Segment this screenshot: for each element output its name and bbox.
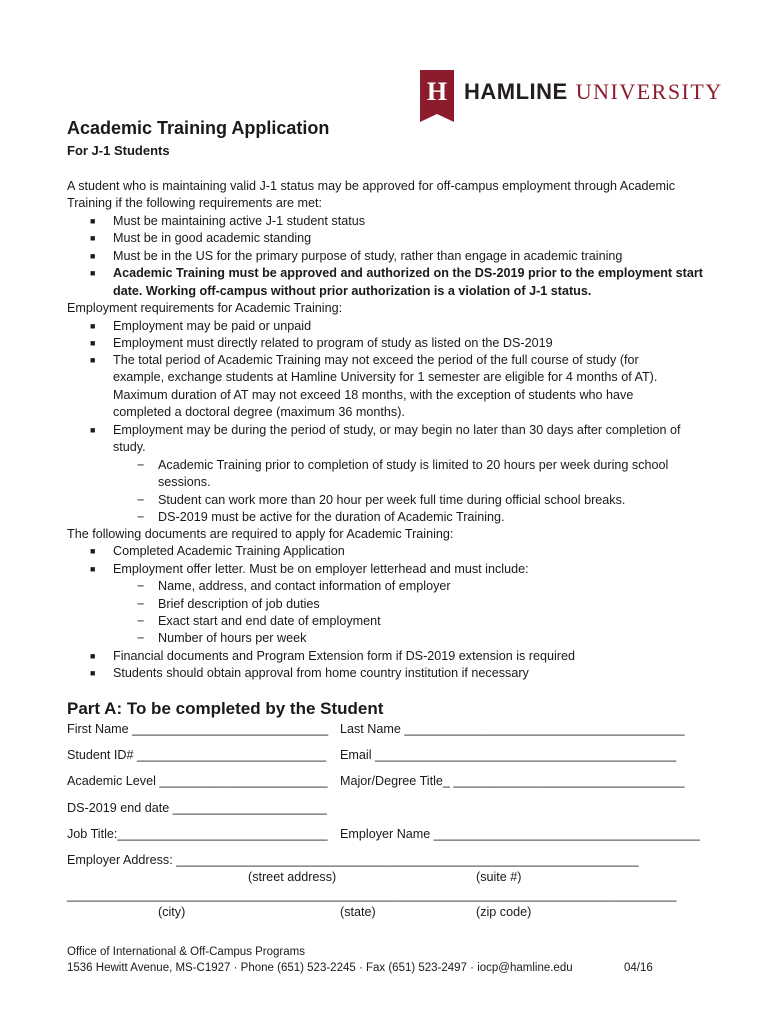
part-a-heading: Part A: To be completed by the Student <box>67 699 384 718</box>
document-item: Completed Academic Training Application <box>113 544 345 558</box>
document-subitem: Number of hours per week <box>158 631 307 645</box>
bullet-icon: ■ <box>90 651 96 661</box>
requirement-item-bold: Academic Training must be approved and authorized on the DS-2019 prior to the employment start <box>113 266 703 280</box>
bullet-icon: ■ <box>90 338 96 348</box>
requirement-item: Must be in good academic standing <box>113 231 312 245</box>
employment-item-cont: Maximum duration of AT may not exceed 18 months, with the exception of students who have <box>113 388 634 402</box>
suite-caption: (suite #) <box>476 870 522 884</box>
footer-date: 04/16 <box>624 962 653 974</box>
employment-item: The total period of Academic Training may not exceed the period of the full course of study (for <box>113 353 639 367</box>
bullet-icon: ■ <box>90 216 96 226</box>
employment-heading: Employment requirements for Academic Training: <box>67 301 343 315</box>
academic-level-field[interactable]: Academic Level ________________________ <box>67 774 328 788</box>
intro-line-1: A student who is maintaining valid J-1 status may be approved for off-campus employment through Academic <box>67 179 676 193</box>
documents-heading: The following documents are required to apply for Academic Training: <box>67 527 454 541</box>
dash-icon: − <box>137 510 145 524</box>
logo-letter: H <box>426 77 448 106</box>
employment-item: Employment may be during the period of study, or may begin no later than 30 days after completion of <box>113 423 681 437</box>
zip-caption: (zip code) <box>476 905 532 919</box>
requirement-item: Must be maintaining active J-1 student status <box>113 214 366 228</box>
footer-contact: 1536 Hewitt Avenue, MS-C1927 · Phone (651) 523-2245 · Fax (651) 523-2497 · iocp@hamline.edu <box>67 962 573 974</box>
document-subitem: Brief description of job duties <box>158 597 320 611</box>
city-caption: (city) <box>158 905 186 919</box>
email-field[interactable]: Email ___________________________________________ <box>340 748 677 762</box>
employment-item: Employment must directly related to program of study as listed on the DS-2019 <box>113 336 553 350</box>
bullet-icon: ■ <box>90 355 96 365</box>
bullet-icon: ■ <box>90 564 96 574</box>
logo-word-university: UNIVERSITY <box>575 79 723 104</box>
page-title: Academic Training Application <box>67 118 330 138</box>
dash-icon: − <box>137 614 145 628</box>
bullet-icon: ■ <box>90 321 96 331</box>
requirement-item: Must be in the US for the primary purpose of study, rather than engage in academic training <box>113 249 623 263</box>
employment-item-cont: study. <box>113 440 146 454</box>
job-title-field[interactable]: Job Title:______________________________ <box>67 827 328 841</box>
logo-word-hamline: HAMLINE <box>464 79 568 104</box>
document-item: Financial documents and Program Extension form if DS-2019 extension is required <box>113 649 576 663</box>
dash-icon: − <box>137 631 145 645</box>
dash-icon: − <box>137 458 145 472</box>
document-subitem: Exact start and end date of employment <box>158 614 381 628</box>
bullet-icon: ■ <box>90 251 96 261</box>
employment-subitem: Academic Training prior to completion of study is limited to 20 hours per week during school <box>158 458 669 472</box>
page-subtitle: For J-1 Students <box>67 143 170 158</box>
bullet-icon: ■ <box>90 668 96 678</box>
intro-line-2: Training if the following requirements are met: <box>67 196 323 210</box>
ds2019-end-date-field[interactable]: DS-2019 end date ______________________ <box>67 801 327 815</box>
student-id-field[interactable]: Student ID# ___________________________ <box>67 748 327 762</box>
requirement-item-bold-cont: date. Working off-campus without prior authorization is a violation of J-1 status. <box>113 284 592 298</box>
employer-address-field[interactable]: Employer Address: __________________________________________________________________ <box>67 853 639 867</box>
address-line-2-field[interactable]: _______________________________________________________________________________________ <box>67 888 677 902</box>
hamline-logo <box>420 70 723 114</box>
logo-shield-icon <box>420 70 454 114</box>
street-address-caption: (street address) <box>248 870 337 884</box>
employment-subitem-cont: sessions. <box>158 475 211 489</box>
dash-icon: − <box>137 597 145 611</box>
employer-name-field[interactable]: Employer Name ______________________________________ <box>340 827 700 841</box>
document-item: Employment offer letter. Must be on employer letterhead and must include: <box>113 562 529 576</box>
employment-item-cont: completed a doctoral degree (maximum 36 months). <box>113 405 405 419</box>
state-caption: (state) <box>340 905 376 919</box>
employment-subitem: DS-2019 must be active for the duration of Academic Training. <box>158 510 505 524</box>
bullet-icon: ■ <box>90 425 96 435</box>
employment-item-cont: example, exchange students at Hamline University for 1 semester are eligible for 4 months of AT). <box>113 370 658 384</box>
major-degree-field[interactable]: Major/Degree Title_ _________________________________ <box>340 774 685 788</box>
footer-office: Office of International & Off-Campus Programs <box>67 946 305 958</box>
document-subitem: Name, address, and contact information of employer <box>158 579 451 593</box>
bullet-icon: ■ <box>90 546 96 556</box>
first-name-field[interactable]: First Name ____________________________ <box>67 722 329 736</box>
dash-icon: − <box>137 579 145 593</box>
last-name-field[interactable]: Last Name ________________________________________ <box>340 722 685 736</box>
bullet-icon: ■ <box>90 268 96 278</box>
employment-item: Employment may be paid or unpaid <box>113 319 312 333</box>
dash-icon: − <box>137 493 145 507</box>
bullet-icon: ■ <box>90 233 96 243</box>
document-item: Students should obtain approval from home country institution if necessary <box>113 666 529 680</box>
employment-subitem: Student can work more than 20 hour per week full time during official school breaks. <box>158 493 626 507</box>
